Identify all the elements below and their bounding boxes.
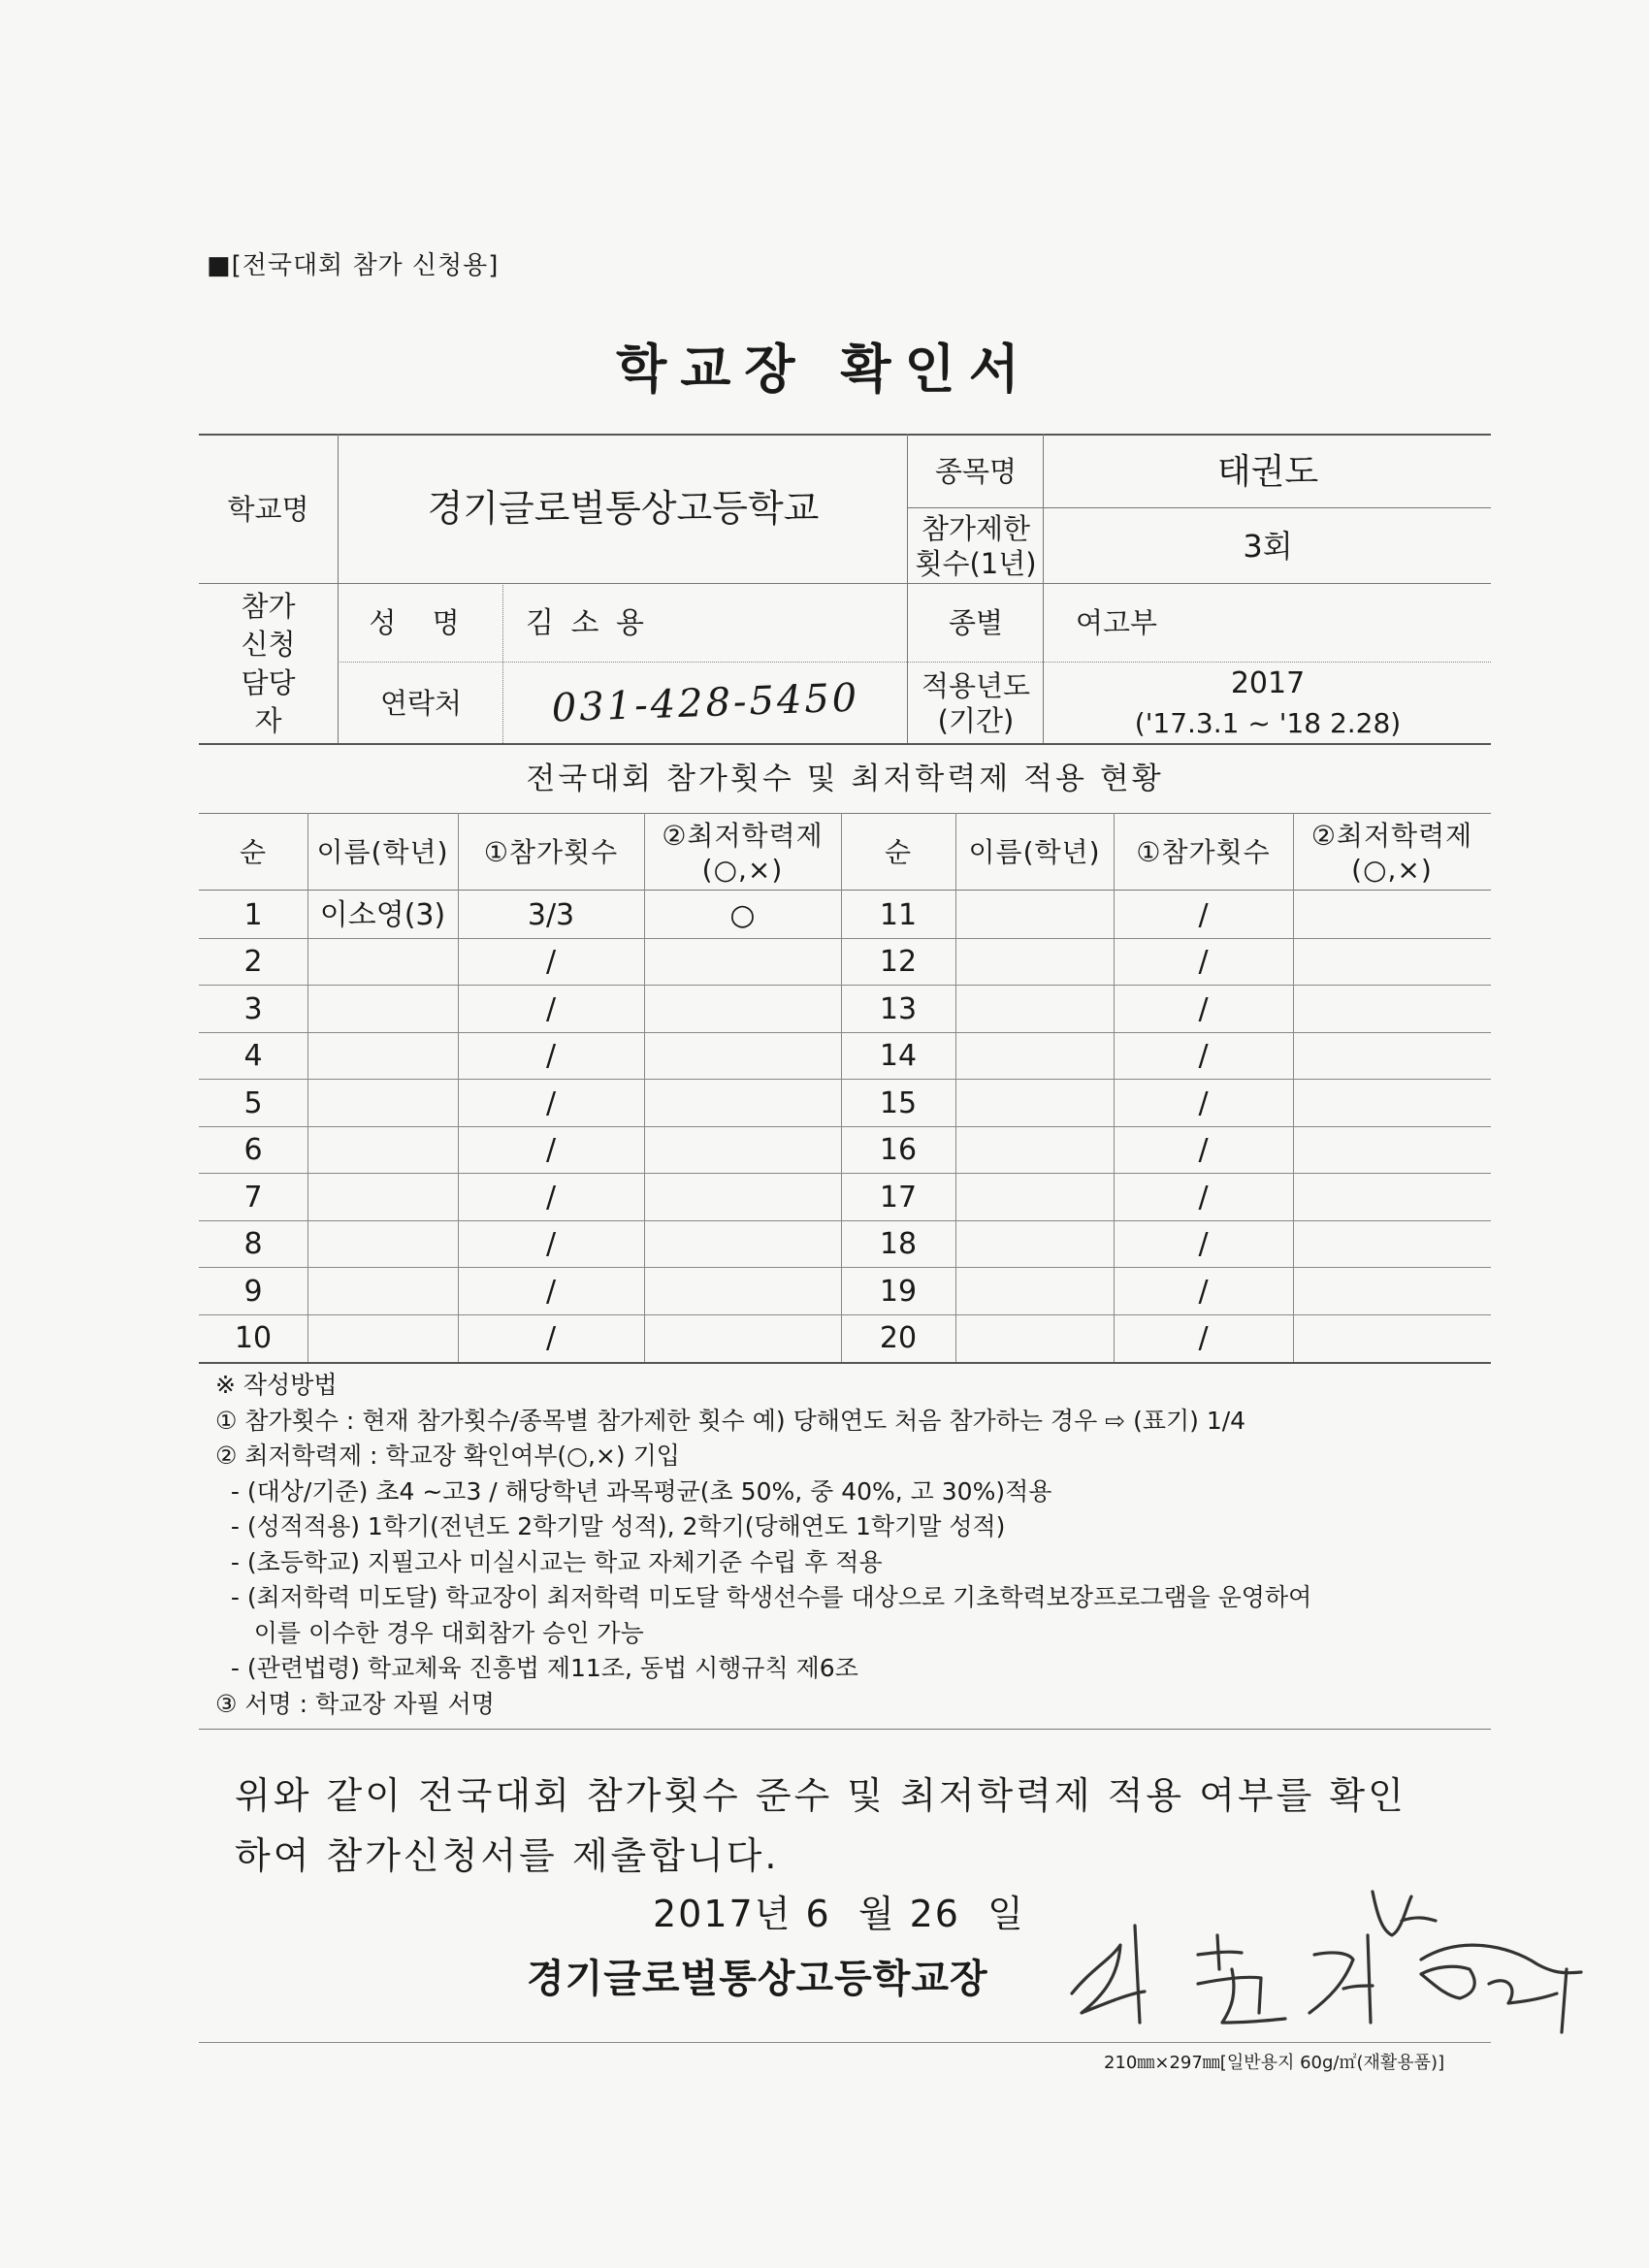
row-number: 11 (879, 897, 918, 932)
row-participation-count: / (1198, 1227, 1209, 1261)
row-participation-count: / (1198, 991, 1209, 1026)
name-value: 김 소 용 (526, 605, 649, 640)
declaration-line: 하여 참가신청서를 제출합니다. (235, 1834, 780, 1877)
row-name (955, 1127, 1114, 1175)
row-min-academic (644, 939, 841, 987)
row-participation-count: / (545, 1085, 557, 1120)
participation-limit-value: 3회 (1243, 528, 1293, 565)
col-header-min-academic: ②최저학력제 (○,×) (1310, 819, 1473, 886)
row-participation-count: / (1198, 1133, 1209, 1167)
paper-spec: 210㎜×297㎜[일반용지 60g/㎡(재활용품)] (1104, 2053, 1445, 2073)
row-number: 13 (879, 991, 918, 1026)
row-name (955, 986, 1114, 1033)
rule (907, 507, 1491, 508)
row-min-academic (644, 1033, 841, 1081)
col-header-name: 이름(학년) (316, 836, 449, 868)
rule (338, 662, 1491, 663)
row-participation-count: / (545, 1274, 557, 1309)
col-header-no: 순 (239, 836, 268, 868)
row-min-academic (1293, 1221, 1491, 1269)
row-number: 15 (879, 1085, 918, 1120)
principal-signature (1052, 1877, 1596, 2052)
row-name (307, 986, 458, 1033)
row-min-academic: ○ (729, 897, 756, 932)
row-participation-count: / (1198, 1039, 1209, 1073)
principal-title: 경기글로벌통상고등학교장 (527, 1957, 988, 2001)
year-value-box (1045, 664, 1491, 743)
row-name (955, 1174, 1114, 1221)
row-number: 3 (243, 991, 263, 1026)
rule (907, 434, 908, 743)
rule (502, 583, 503, 743)
row-min-academic (644, 1174, 841, 1221)
row-min-academic (644, 1127, 841, 1175)
row-participation-count: / (1198, 1274, 1209, 1309)
row-participation-count: / (1198, 1085, 1209, 1120)
row-participation-count: / (545, 945, 557, 979)
row-min-academic (1293, 1174, 1491, 1221)
note-line: ※ 작성방법 (215, 1371, 338, 1399)
col-header-count: ①참가횟수 (483, 836, 619, 868)
row-name (955, 939, 1114, 987)
contact-value: 031-428-5450 (551, 675, 860, 731)
row-number: 20 (879, 1321, 918, 1355)
row-participation-count: 3/3 (527, 897, 575, 932)
row-min-academic (644, 1268, 841, 1315)
row-min-academic (1293, 1080, 1491, 1127)
row-min-academic (1293, 1127, 1491, 1175)
school-name-value: 경기글로벌통상고등학교 (427, 487, 820, 531)
note-line: - (대상/기준) 초4 ~고3 / 해당학년 과목평균(초 50%, 중 40%, 고 30%)적용 (215, 1476, 1052, 1506)
rule (199, 1362, 1491, 1364)
row-number: 5 (243, 1085, 263, 1120)
status-section-title: 전국대회 참가횟수 및 최저학력제 적용 현황 (526, 761, 1164, 796)
row-min-academic (644, 1315, 841, 1363)
division-label: 종별 (948, 606, 1004, 640)
note-line: ③ 서명 : 학교장 자필 서명 (215, 1689, 495, 1718)
row-number: 2 (243, 945, 263, 979)
row-number: 18 (879, 1227, 918, 1261)
row-number: 9 (243, 1274, 263, 1309)
row-name (955, 1221, 1114, 1269)
row-min-academic (644, 986, 841, 1033)
row-min-academic (1293, 939, 1491, 987)
period-value: ('17.3.1 ~ '18 2.28) (1134, 706, 1402, 739)
applicant-label: 참가 신청 담당자 (241, 590, 296, 737)
note-line: - (관련법령) 학교체육 진흥법 제11조, 동법 시행규칙 제6조 (215, 1654, 858, 1682)
row-number: 12 (879, 945, 918, 979)
row-min-academic (1293, 891, 1491, 939)
note-line: - (최저학력 미도달) 학교장이 최저학력 미도달 학생선수를 대상으로 기초학력보장프로그램을 운영하여 (215, 1583, 1312, 1611)
col-header-count: ①참가횟수 (1136, 836, 1271, 868)
document-title: 학교장 확인서 (616, 339, 1033, 400)
row-participation-count: / (1198, 1180, 1209, 1215)
rule (338, 434, 339, 743)
declaration (235, 1766, 1406, 1886)
note-line: 이를 이수한 경우 대회참가 승인 가능 (215, 1618, 644, 1647)
row-participation-count: / (545, 1227, 557, 1261)
row-name (307, 939, 458, 987)
contact-label: 연락처 (379, 686, 463, 720)
row-participation-count: / (1198, 945, 1209, 979)
writing-instructions (215, 1368, 1311, 1722)
row-number: 1 (243, 897, 263, 932)
form-usage-label: ■[전국대회 참가 신청용] (207, 251, 500, 280)
row-number: 6 (243, 1133, 263, 1167)
rule (199, 2042, 1491, 2043)
rule (199, 890, 1491, 891)
row-min-academic (644, 1080, 841, 1127)
rule (199, 583, 1491, 584)
date: 2017년 6 월 26 일 (653, 1893, 1025, 1935)
year-value: 2017 (1230, 666, 1306, 701)
row-min-academic (1293, 1033, 1491, 1081)
row-number: 10 (234, 1321, 273, 1355)
row-number: 7 (243, 1180, 263, 1215)
row-participation-count: / (545, 991, 557, 1026)
row-name: 이소영(3) (319, 897, 446, 932)
note-line: ① 참가횟수 : 현재 참가횟수/종목별 참가제한 횟수 예) 당해연도 처음 참가하는 경우 ⇨ (표기) 1/4 (215, 1406, 1246, 1435)
row-name (955, 1080, 1114, 1127)
row-min-academic (1293, 986, 1491, 1033)
row-number: 19 (879, 1274, 918, 1309)
row-name (955, 1033, 1114, 1081)
division-value: 여고부 (1076, 606, 1158, 640)
row-participation-count: / (545, 1133, 557, 1167)
row-name (307, 1268, 458, 1315)
row-participation-count: / (545, 1180, 557, 1215)
row-number: 4 (243, 1039, 263, 1073)
row-participation-count: / (1198, 1321, 1209, 1355)
row-participation-count: / (545, 1321, 557, 1355)
row-name (955, 1315, 1114, 1363)
row-number: 8 (243, 1227, 263, 1261)
row-participation-count: / (545, 1039, 557, 1073)
note-line: - (초등학교) 지필고사 미실시교는 학교 자체기준 수립 후 적용 (215, 1547, 883, 1576)
row-name (955, 1268, 1114, 1315)
rule (199, 1729, 1491, 1730)
rule (199, 813, 1491, 814)
row-participation-count: / (1198, 897, 1209, 932)
row-min-academic (1293, 1268, 1491, 1315)
row-number: 14 (879, 1039, 918, 1073)
col-header-min-academic: ②최저학력제 (○,×) (662, 819, 824, 886)
event-value: 태권도 (1216, 451, 1319, 492)
col-header-no: 순 (884, 836, 913, 868)
declaration-line: 위와 같이 전국대회 참가횟수 준수 및 최저학력제 적용 여부를 확인 (235, 1774, 1406, 1817)
note-line: ② 최저학력제 : 학교장 확인여부(○,×) 기입 (215, 1442, 680, 1470)
year-label: 적용년도 (기간) (921, 668, 1031, 737)
name-label: 성 명 (369, 606, 473, 640)
row-name (307, 1221, 458, 1269)
row-name (307, 1127, 458, 1175)
col-header-name: 이름(학년) (968, 836, 1101, 868)
event-label: 종목명 (934, 454, 1018, 488)
school-name-label: 학교명 (227, 492, 309, 526)
row-name (955, 891, 1114, 939)
row-number: 16 (879, 1133, 918, 1167)
row-min-academic (644, 1221, 841, 1269)
row-name (307, 1080, 458, 1127)
row-number: 17 (879, 1180, 918, 1215)
row-name (307, 1174, 458, 1221)
participation-limit-label: 참가제한 횟수(1년) (915, 511, 1037, 580)
row-name (307, 1315, 458, 1363)
row-name (307, 1033, 458, 1081)
rule (1043, 434, 1044, 743)
note-line: - (성적적용) 1학기(전년도 2학기말 성적), 2학기(당해연도 1학기말 성적) (215, 1512, 1006, 1540)
row-min-academic (1293, 1315, 1491, 1363)
